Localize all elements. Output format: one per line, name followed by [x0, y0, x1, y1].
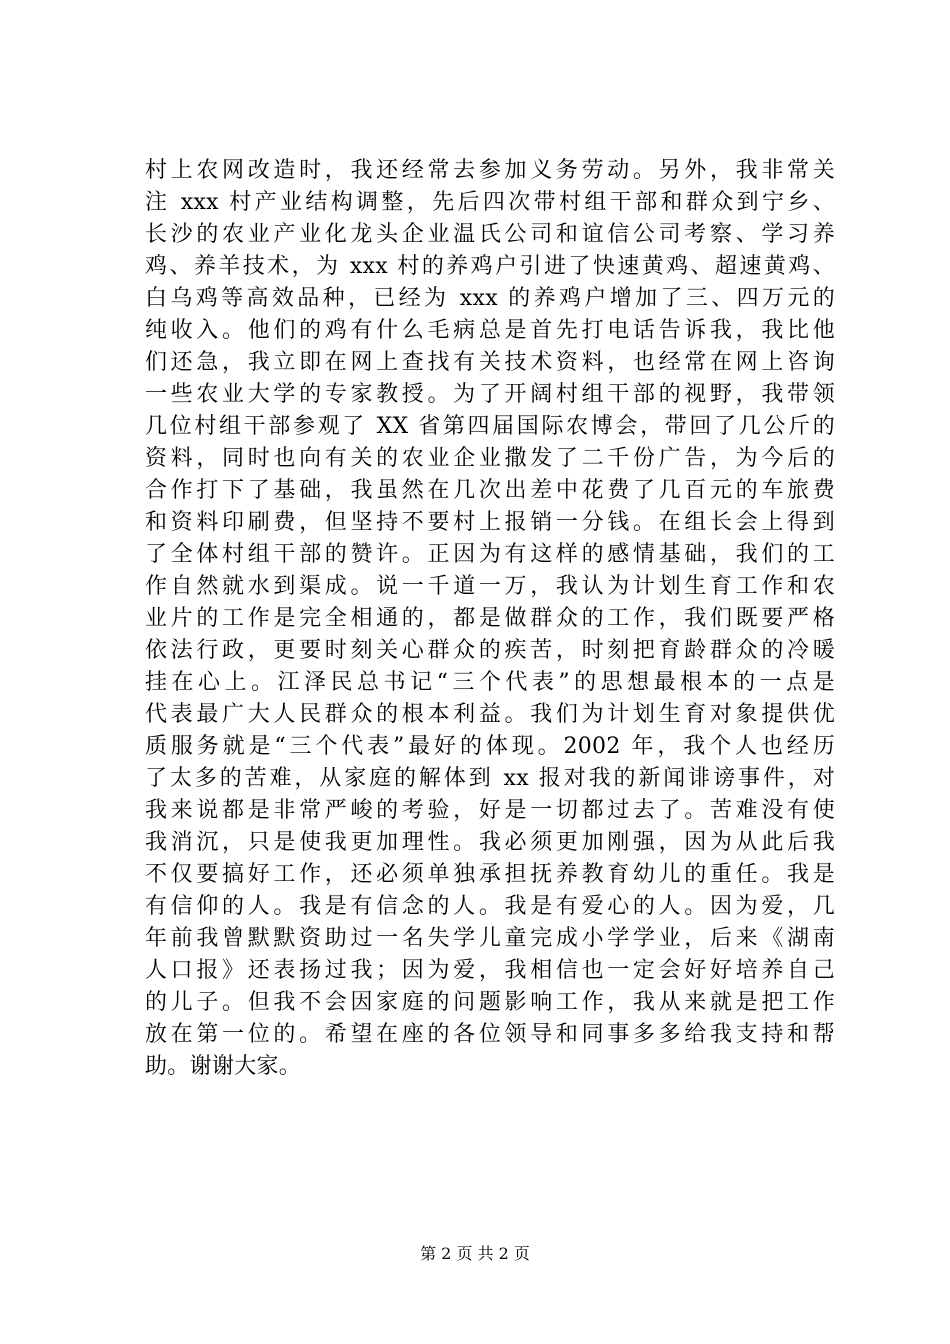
text-line: 挂在心上。江泽民总书记“三个代表”的思想最根本的一点是 — [145, 670, 835, 695]
text-line: 纯收入。他们的鸡有什么毛病总是首先打电话告诉我，我比他 — [145, 318, 835, 343]
text-line: 注 xxx 村产业结构调整，先后四次带村组干部和群众到宁乡、 — [145, 190, 835, 215]
text-line: 年前我曾默默资助过一名失学儿童完成小学学业，后来《湖南 — [145, 926, 835, 951]
text-line: 白乌鸡等高效品种，已经为 xxx 的养鸡户增加了三、四万元的 — [145, 286, 835, 311]
text-line: 助。谢谢大家。 — [145, 1054, 302, 1079]
text-line: 了太多的苦难，从家庭的解体到 xx 报对我的新闻诽谤事件，对 — [145, 766, 835, 791]
text-line: 不仅要搞好工作，还必须单独承担抚养教育幼儿的重任。我是 — [145, 862, 835, 887]
text-line: 们还急，我立即在网上查找有关技术资料，也经常在网上咨询 — [145, 350, 835, 375]
text-line: 有信仰的人。我是有信念的人。我是有爱心的人。因为爱，几 — [145, 894, 835, 919]
page-number-footer: 第 2 页 共 2 页 — [420, 1244, 530, 1263]
text-line: 合作打下了基础，我虽然在几次出差中花费了几百元的车旅费 — [145, 478, 835, 503]
text-line: 我消沉，只是使我更加理性。我必须更加刚强，因为从此后我 — [145, 830, 835, 855]
text-line: 依法行政，更要时刻关心群众的疾苦，时刻把育龄群众的冷暖 — [145, 638, 835, 663]
text-line: 代表最广大人民群众的根本利益。我们为计划生育对象提供优 — [145, 702, 835, 727]
text-line: 一些农业大学的专家教授。为了开阔村组干部的视野，我带领 — [145, 382, 835, 407]
text-line: 人口报》还表扬过我；因为爱，我相信也一定会好好培养自己 — [145, 958, 835, 983]
text-line: 的儿子。但我不会因家庭的问题影响工作，我从来就是把工作 — [145, 990, 835, 1015]
text-line: 作自然就水到渠成。说一千道一万，我认为计划生育工作和农 — [145, 574, 835, 599]
text-line: 资料，同时也向有关的农业企业撒发了二千份广告，为今后的 — [145, 446, 835, 471]
body-paragraph — [145, 155, 835, 1083]
text-line: 我来说都是非常严峻的考验，好是一切都过去了。苦难没有使 — [145, 798, 835, 823]
text-line: 放在第一位的。希望在座的各位领导和同事多多给我支持和帮 — [145, 1022, 835, 1047]
text-line: 几位村组干部参观了 XX 省第四届国际农博会，带回了几公斤的 — [145, 414, 835, 439]
text-line: 长沙的农业产业化龙头企业温氏公司和谊信公司考察、学习养 — [145, 222, 835, 247]
text-line: 质服务就是“三个代表”最好的体现。2002 年，我个人也经历 — [145, 734, 835, 759]
text-line: 和资料印刷费，但坚持不要村上报销一分钱。在组长会上得到 — [145, 510, 835, 535]
text-line: 了全体村组干部的赞许。正因为有这样的感情基础，我们的工 — [145, 542, 835, 567]
text-line: 鸡、养羊技术，为 xxx 村的养鸡户引进了快速黄鸡、超速黄鸡、 — [145, 254, 835, 279]
text-line: 村上农网改造时，我还经常去参加义务劳动。另外，我非常关 — [145, 158, 835, 183]
text-line: 业片的工作是完全相通的，都是做群众的工作，我们既要严格 — [145, 606, 835, 631]
